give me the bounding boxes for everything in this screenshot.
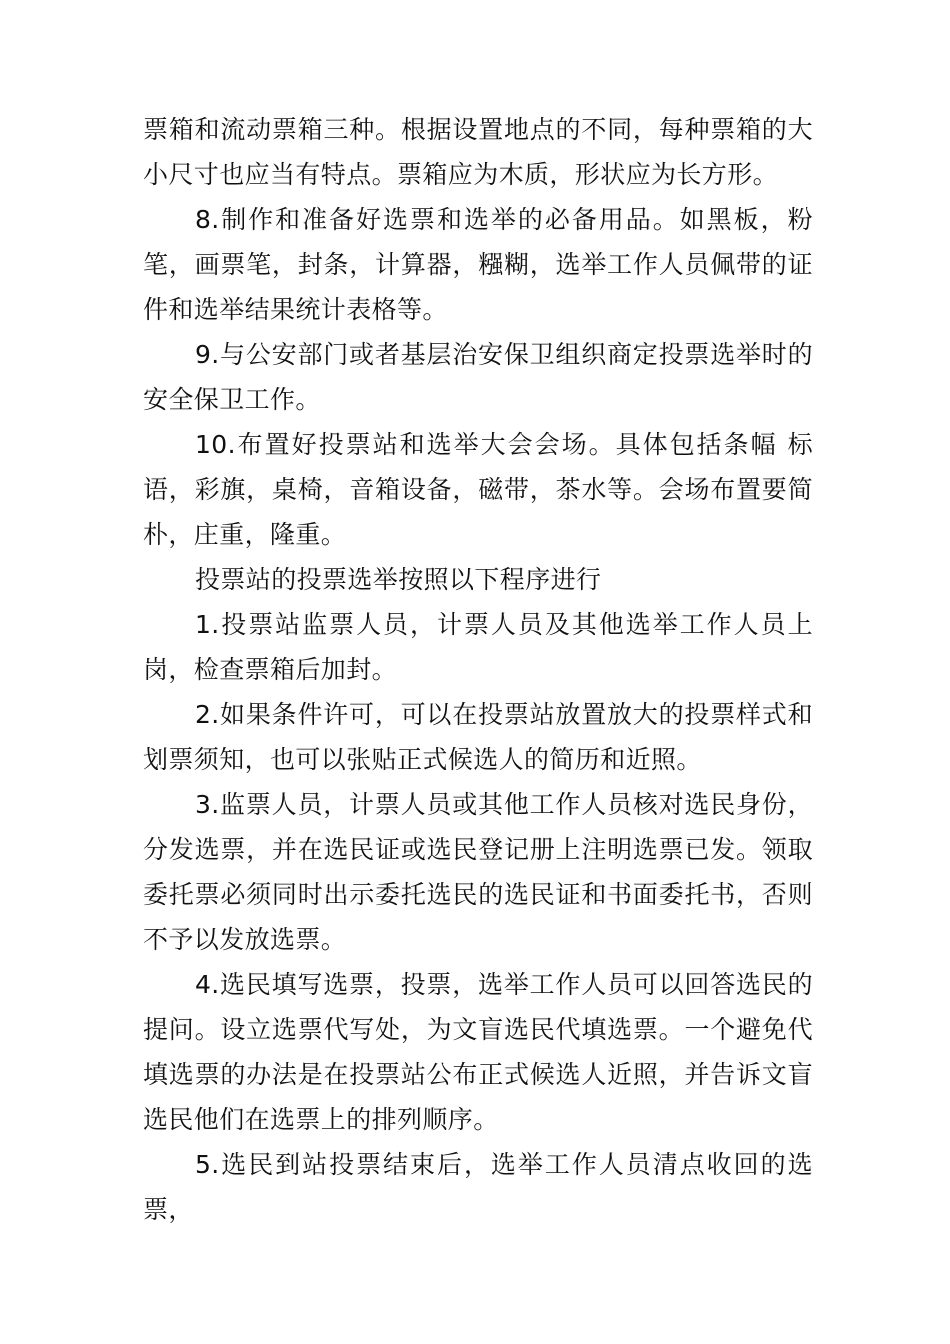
paragraph-step-4: 4.选民填写选票，投票，选举工作人员可以回答选民的提问。设立选票代写处，为文盲选民代填选票。一个避免代填选票的办法是在投票站公布正式候选人近照，并告诉文盲选民他们在选票上的排列顺序。 [143,970,813,1134]
document-body [143,107,813,1232]
paragraph-item-9: 9.与公安部门或者基层治安保卫组织商定投票选举时的安全保卫工作。 [143,340,813,414]
paragraph-step-2: 2.如果条件许可，可以在投票站放置放大的投票样式和划票须知，也可以张贴正式候选人的简历和近照。 [143,700,813,774]
section-heading: 投票站的投票选举按照以下程序进行 [195,565,602,594]
paragraph-step-1: 1.投票站监票人员，计票人员及其他选举工作人员上岗，检查票箱后加封。 [143,610,813,684]
paragraph-continued: 票箱和流动票箱三种。根据设置地点的不同，每种票箱的大小尺寸也应当有特点。票箱应为木质，形状应为长方形。 [143,115,813,189]
paragraph-item-10: 10.布置好投票站和选举大会会场。具体包括条幅 标语，彩旗，桌椅，音箱设备，磁带，茶水等。会场布置要简朴，庄重，隆重。 [143,430,813,549]
paragraph-step-3: 3.监票人员，计票人员或其他工作人员核对选民身份，分发选票，并在选民证或选民登记册上注明选票已发。领取委托票必须同时出示委托选民的选民证和书面委托书，否则不予以发放选票。 [143,790,813,954]
paragraph-step-5: 5.选民到站投票结束后，选举工作人员清点收回的选票， [143,1150,813,1224]
paragraph-item-8: 8.制作和准备好选票和选举的必备用品。如黑板，粉笔，画票笔，封条，计算器，糨糊，选举工作人员佩带的证件和选举结果统计表格等。 [143,205,813,324]
